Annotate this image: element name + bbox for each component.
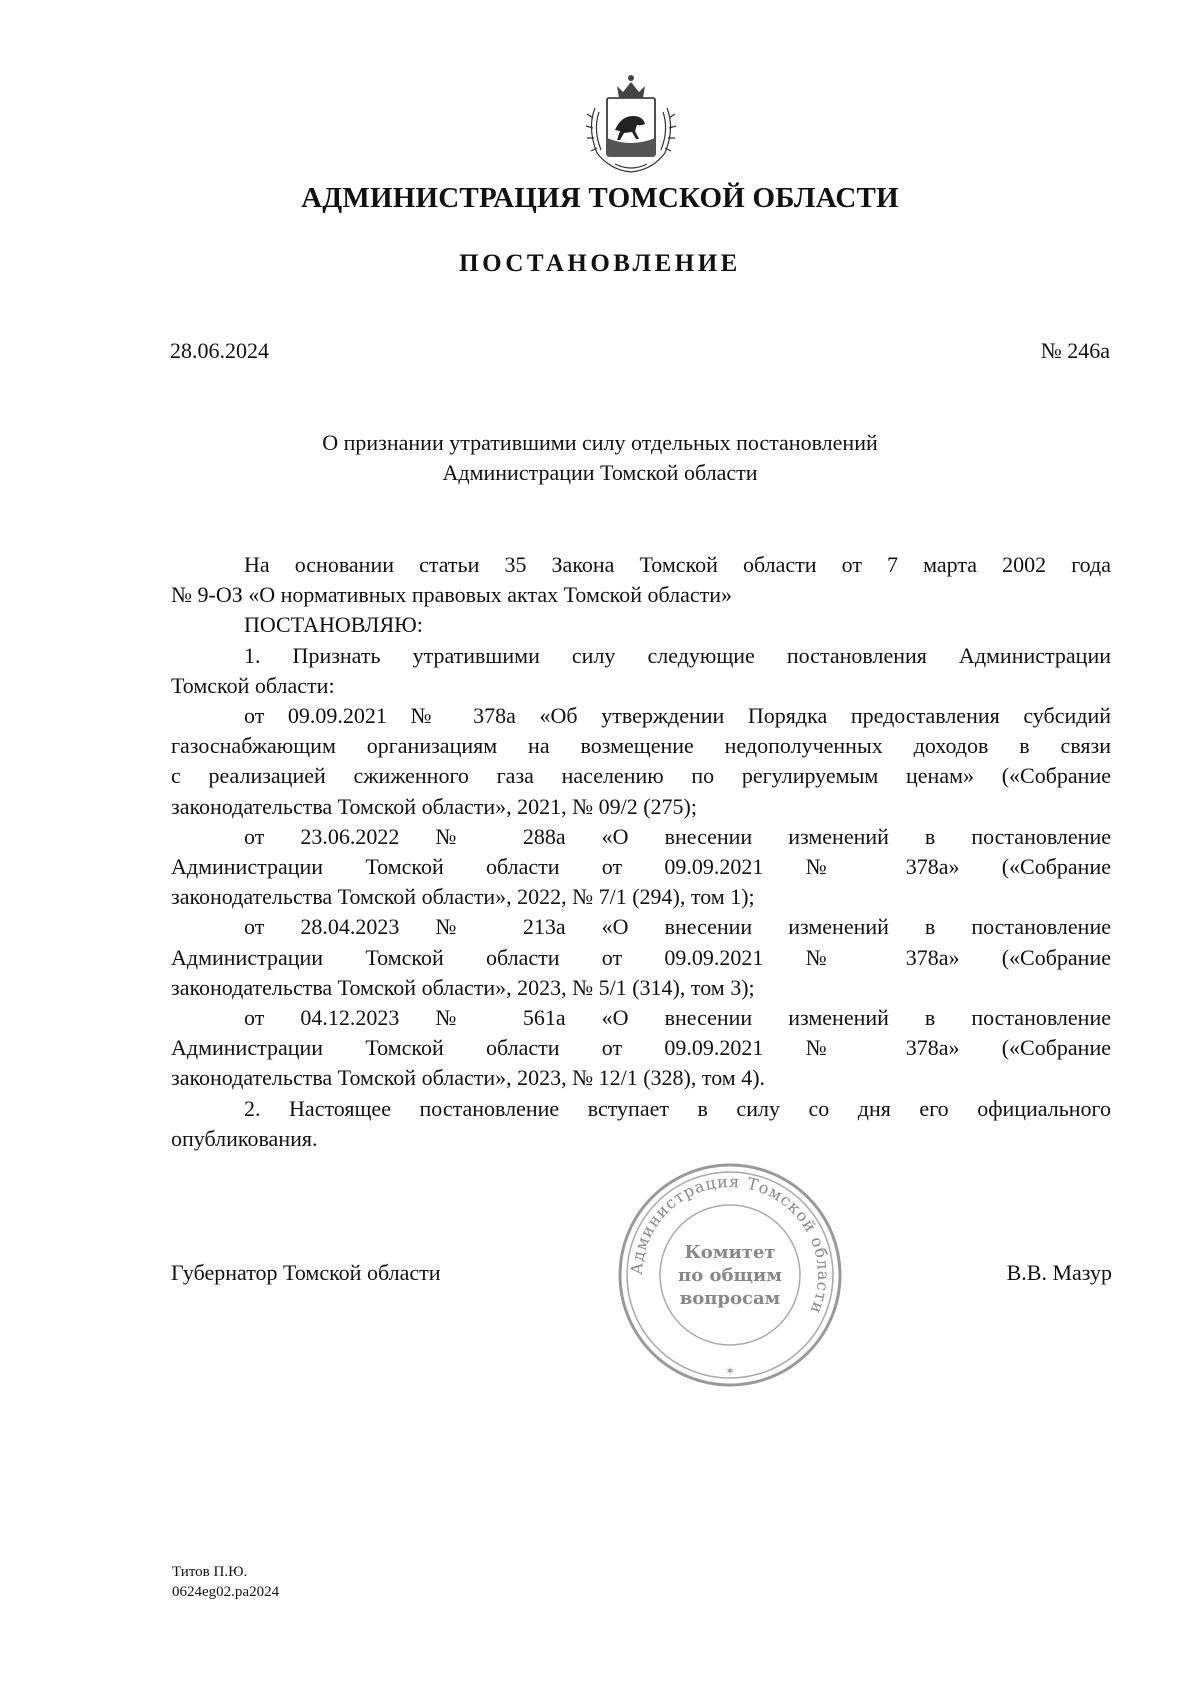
coat-of-arms-emblem <box>585 68 677 176</box>
signatory-name: В.В. Мазур <box>1006 1260 1112 1285</box>
text-line: ПОСТАНОВЛЯЮ: <box>244 612 423 638</box>
text-line: законодательства Томской области», 2023, № 12/1 (328), том 4). <box>171 1065 766 1091</box>
repealed-item-b <box>171 822 1111 913</box>
executor-name: Титов П.Ю. <box>172 1564 248 1580</box>
text-line: 1. Признать утратившими силу следующие постановления Администрации <box>244 642 1111 668</box>
text-line: газоснабжающим организациям на возмещение недополученных доходов в связи <box>171 733 1111 759</box>
text-line: от 09.09.2021 № 378а «Об утверждении Порядка предоставления субсидий <box>244 703 1111 729</box>
text-line: опубликования. <box>171 1125 318 1151</box>
text-line: от 28.04.2023 № 213а «О внесении изменений в постановление <box>244 914 1111 940</box>
document-body <box>171 550 1111 1154</box>
document-subject <box>0 428 1200 488</box>
text-line: Администрации Томской области от 09.09.2021 № 378а» («Собрание <box>171 944 1111 970</box>
document-date: 28.06.2024 <box>170 338 269 363</box>
stamp-star-icon: ✶ <box>724 1364 736 1378</box>
signatory-position: Губернатор Томской области <box>171 1260 441 1285</box>
stamp-center-text: Комитет <box>684 1242 776 1263</box>
text-line: На основании статьи 35 Закона Томской области от 7 марта 2002 года <box>244 552 1111 577</box>
subject-line: Администрации Томской области <box>442 460 758 485</box>
stamp-center-text: вопросам <box>679 1288 781 1309</box>
repealed-item-d <box>171 1003 1111 1094</box>
preamble-paragraph <box>171 550 1111 610</box>
subject-line: О признании утратившими силу отдельных постановлений <box>322 430 878 455</box>
text-line: с реализацией сжиженного газа населению по регулируемым ценам» («Собрание <box>171 763 1111 789</box>
official-stamp <box>615 1160 845 1390</box>
text-line: Администрации Томской области от 09.09.2021 № 378а» («Собрание <box>171 854 1111 880</box>
item-1-paragraph <box>171 641 1111 701</box>
item-2-paragraph <box>171 1094 1111 1154</box>
text-line: Томской области: <box>171 672 335 698</box>
repealed-item-a <box>171 701 1111 822</box>
text-line: законодательства Томской области», 2023, № 5/1 (314), том 3); <box>171 974 755 1000</box>
text-line: 2. Настоящее постановление вступает в силу со дня его официального <box>244 1095 1111 1121</box>
text-line: от 23.06.2022 № 288а «О внесении изменений в постановление <box>244 823 1111 849</box>
repealed-item-c <box>171 912 1111 1003</box>
text-line: от 04.12.2023 № 561а «О внесении изменений в постановление <box>244 1005 1111 1031</box>
text-line: законодательства Томской области», 2021, № 09/2 (275); <box>171 793 697 819</box>
document-number: № 246а <box>1040 338 1110 363</box>
stamp-ring-text: Администрация Томской области <box>626 1171 834 1318</box>
text-line: законодательства Томской области», 2022, № 7/1 (294), том 1); <box>171 884 755 910</box>
text-line: Администрации Томской области от 09.09.2021 № 378а» («Собрание <box>171 1035 1111 1061</box>
footer <box>172 1562 279 1602</box>
document-code: 0624eg02.pa2024 <box>172 1584 280 1600</box>
decree-word <box>171 610 1111 640</box>
text-line: № 9-ОЗ «О нормативных правовых актах Томской области» <box>171 582 733 608</box>
stamp-center-text: по общим <box>678 1265 782 1286</box>
organization-title: АДМИНИСТРАЦИЯ ТОМСКОЙ ОБЛАСТИ <box>301 182 899 214</box>
document-type-title: ПОСТАНОВЛЕНИЕ <box>459 250 741 277</box>
